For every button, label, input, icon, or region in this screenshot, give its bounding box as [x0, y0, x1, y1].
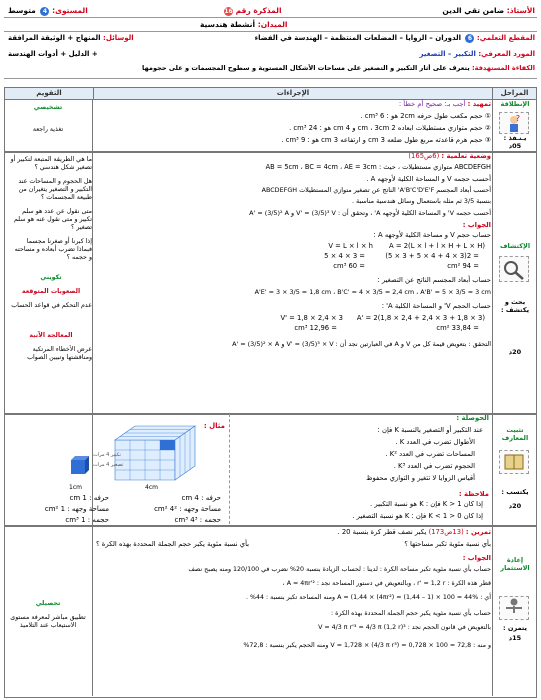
discovery-a1-title: حساب حجم V و مساحة الكلية لأوجهه A : — [373, 231, 491, 239]
thinking-person-icon — [499, 112, 529, 134]
teacher: الأستاذ: ضامن تقي الدين — [442, 6, 535, 15]
magnifier-person-icon — [499, 256, 529, 282]
big-cube-label: 4cm — [145, 484, 158, 491]
reinvestment-stage: إعادة الاستثمار يتمرن : 15د — [500, 556, 530, 642]
discovery-q2b: بنسبة 3/5 ثم مثله باستعمال وسائل هندسية مناسبة . — [351, 197, 491, 205]
segment-badge: 6 — [465, 34, 474, 43]
institutional-item-4: أقياس الزوايا لا تتغير و التوازي محفوظ — [366, 474, 475, 482]
reinvestment-q1: بأي نسبة مئوية تكبر مساحتها ؟ — [404, 540, 491, 548]
small-cube-label: 1cm — [69, 484, 82, 491]
level-badge: 4 — [40, 7, 49, 16]
discovery-q1: أحسب حجمه V و المساحة الكلية لأوجهه A . — [366, 175, 491, 183]
target-competency: الكفاءة المستهدفة: يتعرف على أثار التكبير و التصغير على مساحات الأشكال المستوية و سطوح المجسمات و على حجومها — [142, 64, 535, 72]
col-evaluation: التقويم — [4, 87, 94, 100]
lesson-sheet: الأستاذ: ضامن تقي الدين المذكرة رقم 16 المستوى: 4 متوسط الميدان: أنشطة هندسية المقطع التعلمي: 6 الدوران – الزوايا – المضلعات المنتظمة – الهندسة في الفضاء الوسائل: المنهاج + الوثيقة المرافقة المورد المعرفي: التكبير – التصغير + الدليل + أدوات الهندسة الكفاءة المستهدفة: يتعرف على أثار التكبير و التصغير على مساحات الأشكال المستوية و سطوح المجسمات و على حجومها المراحل الإجراءات التقويم الإنطلاقة ? يـنـفذ : 05د تمهيد : أجب بـ: صحيح أم خطأ : ① حجم مكعب طول حرفه 2cm هو : 6 cm³ . ② حجم متوازي مستطيلات ابعاده 2 cm ، 3cm و 4 cm هو : 24 cm³ . ③ حجم هرم قاعدته مربع طول ضلعه 3 cm و ارتفاعه 3 cm هو : 9 cm³ . تشخيصي تغذية راجعة الإكتشاف بحث و يكتشف : 20د وضعية تعلمية : (6ص165) ABCDEFGH متوازي مستطيلات ، حيث : AB = 5cm ، BC = 4cm ، AE = 3cm أحسب حجمه V و المساحة الكلية لأوجهه A . أحسب أبعاد المجسم A'B'C'D'E'F' الناتج عن تصغير متوازي المستطيلات ABCDEFGH بنسبة 3/5 ثم مثله باستعمال وسائل هندسية مناسبة . أحسب حجمه V' و المساحة الكلية لأوجهه A' ، وتحقق أن : V' = (3/5)³ V و A' = (3/5)² A الجواب : حساب حجم V و مساحة الكلية لأوجهه A : V = L × l × h = 3 × 4 × 5 = 60 cm³ A = 2(L × l + l × H + L × H) = 2(3 × 4 + 4 × 5 + 3 × 5) = 94 cm² حساب أبعاد المجسم الناتج عن التصغير : A'E' = 3 × 3/5 = 1,8 cm ، B'C' = 4 × 3/5 = 2,4 cm ، A'B' = 5 × 3/5 = 3 cm حساب الحجم V' و المساحة الكلية A' : V' = 1,8 × 2,4 × 3 = 12,96 cm³ A' = 2(1,8 × 2,4 + 2,4 × 3 + 1,8 × 3) = 33,84 cm² التحقق : بتعويض قيمة كل من V و A في العبارتين نجد أن : V' = (3/5)³ × V و A' = (3/5)² × A ما هي الطريقة المتبعة لتكبير أو تصغير شكل هندسي ؟ هل الحجوم و المساحات عند التكبير و التصغير يتغيران من طبيعة المجسمات ؟ متى نقول عن عدد هو سلم تكبير و متى نقول عنه هو سلم تصغير ؟ إذا كبرنا أو صغرنا مجسما فبماذا تضرب أبعاده و مساحته و حجمه ؟ تكويني الصعوبات المتوقعة عدم التحكم في قواعد الحساب المعالجة الآنية عرض الأخطاء المرتكبة ومناقشتها وتبيين الصواب تثبيت المعارف يكتسب : 20د الحوصلة : عند التكبير أو التصغير بالنسبة K فإن : الأطوال تضرب في العدد K . المساحات تضرب في العدد K² . الحجوم تضرب في العدد K³ . أقياس الزوايا لا تتغير و التوازي محفوظ ملاحظة : إذا كان K > 1 فإن : K هو نسبة التكبير . إذا كان 0 < K < 1 فإن : K هو نسبة التصغير . مثال : 4cm 1cm تكبير 4 مرات تصغير 4 مرات حرفه : 4 cm حرفه : 1 cm مساحة وجهه : 4² cm² مساحة وجهه : 1 cm² حجمه : 4³ cm³ حجمه : 1 cm³ إعادة الاستثمار يتمرن : 15د تمرين : (13ص173) يكبر نصف قطر كرة بنسبة 20 . بأي نسبة مئوية تكبر مساحتها ؟ بأي نسبة مئوية يكبر حجم الجملة المحددة بهذه الكرة ؟ الجواب : حساب بأي نسبة مئوية تكبر مساحة الكرة : لدينا : لحساب الزيادة بنسبة 20% نضرب في 120/100 ومنه يصبح نصف قطر هذه الكرة : r' = 1,2 r ، وبالتعويض في دستور المساحة نجد : A = 4πr'² ، أي : A = (1,44 × (4πr²) = (1,44 – 1) × 100 = 44% ومنه المساحة تكبر بنسبة : 44% . حساب بأي نسبة مئوية يكبر حجم الجملة المحددة بهذه الكرة : بالتعويض في قانون الحجم نجد : V = 4/3 π r'³ = 4/3 π (1,2 r)³ و منه : V = 1,728 × (4/3 π r³) = 0,728 × 100 = 72,8 ومنه الحجم يكبر بنسبة : 72,8% تحصيلي تطبيق مباشر لمعرفة مستوى الاستيعاب عند التلاميذ — [0, 0, 541, 700]
sheet-number: المذكرة رقم 16 — [224, 6, 282, 15]
launch-evaluation: تشخيصي تغذية راجعة — [32, 104, 64, 133]
launch-stage: الإنطلاقة ? يـنـفذ : 05د — [500, 100, 530, 150]
sheet-number-badge: 16 — [224, 8, 233, 15]
institutional-item-1: الأطوال تضرب في العدد K . — [395, 438, 475, 446]
institutional-item-3: الحجوم تضرب في العدد K³ . — [393, 462, 475, 470]
col-procedures: الإجراءات — [93, 87, 493, 100]
level: المستوى: 4 متوسط — [8, 6, 88, 15]
means-2: + الدليل + أدوات الهندسة — [8, 50, 98, 58]
discovery-stage: الإكتشاف بحث و يكتشف : 20د — [499, 242, 531, 356]
book-icon — [499, 450, 529, 474]
learning-segment: المقطع التعلمي: 6 الدوران – الزوايا – المضلعات المنتظمة – الهندسة في الفضاء — [254, 34, 535, 42]
exercise-person-icon — [499, 596, 529, 620]
launch-item-1: ① حجم مكعب طول حرفه 2cm هو : 6 cm³ . — [360, 112, 491, 120]
reinvestment-q2: بأي نسبة مئوية يكبر حجم الجملة المحددة بهذه الكرة ؟ — [96, 540, 250, 548]
discovery-q2: أحسب أبعاد المجسم A'B'C'D'E'F' الناتج عن تصغير متوازي المستطيلات ABCDEFGH — [261, 186, 491, 194]
field: الميدان: أنشطة هندسية — [200, 20, 288, 29]
discovery-statement: ABCDEFGH متوازي مستطيلات ، حيث : AB = 5cm ، BC = 4cm ، AE = 3cm — [265, 163, 491, 171]
knowledge-resource: المورد المعرفي: التكبير – التصغير — [419, 50, 535, 58]
svg-text:?: ? — [515, 114, 520, 123]
discovery-a2-values: A'E' = 3 × 3/5 = 1,8 cm ، B'C' = 4 × 3/5 = 2,4 cm ، A'B' = 5 × 3/5 = 3 cm — [254, 288, 491, 296]
discovery-a2-title: حساب أبعاد المجسم الناتج عن التصغير : — [377, 276, 491, 284]
discovery-a3-title: حساب الحجم V' و المساحة الكلية A' : — [381, 302, 491, 310]
means: الوسائل: المنهاج + الوثيقة المرافقة — [8, 34, 134, 42]
institutional-content: الحوصلة : عند التكبير أو التصغير بالنسبة K فإن : الأطوال تضرب في العدد K . المساحات تضرب في العدد K² . الحجوم تضرب في العدد K³ . أقياس الزوايا لا تتغير و التوازي محفوظ ملاحظة : إذا كان K > 1 فإن : K هو نسبة التكبير . إذا كان 0 < K < 1 فإن : K هو نسبة التصغير . — [352, 414, 489, 520]
col-stages: المراحل — [492, 87, 537, 100]
discovery-check: التحقق : بتعويض قيمة كل من V و A في العبارتين نجد أن : V' = (3/5)³ × V و A' = (3/5)² × A — [232, 340, 491, 348]
institutional-stage: تثبيت المعارف يكتسب : 20د — [493, 414, 537, 442]
reinvestment-evaluation: تحصيلي تطبيق مباشر لمعرفة مستوى الاستيعاب عند التلاميذ — [10, 600, 86, 629]
example-area: مثال : 4cm 1cm تكبير 4 مرات تصغير 4 مرات حرفه : 4 cm حرفه : 1 cm مساحة وجهه : 4² cm² مساحة وجهه : 1 cm² حجمه : 4³ cm³ حجمه : 1 cm³ — [44, 422, 225, 524]
launch-item-3: ③ حجم هرم قاعدته مربع طول ضلعه 3 cm و ارتفاعه 3 cm هو : 9 cm³ . — [281, 136, 491, 144]
small-cube-figure — [65, 450, 95, 480]
institutional-item-2: المساحات تضرب في العدد K² . — [385, 450, 475, 458]
discovery-q3: أحسب حجمه V' و المساحة الكلية لأوجهه A' ، وتحقق أن : V' = (3/5)³ V و A' = (3/5)² A — [249, 209, 491, 217]
launch-item-2: ② حجم متوازي مستطيلات ابعاده 2 cm ، 3cm و 4 cm هو : 24 cm³ . — [289, 124, 491, 132]
